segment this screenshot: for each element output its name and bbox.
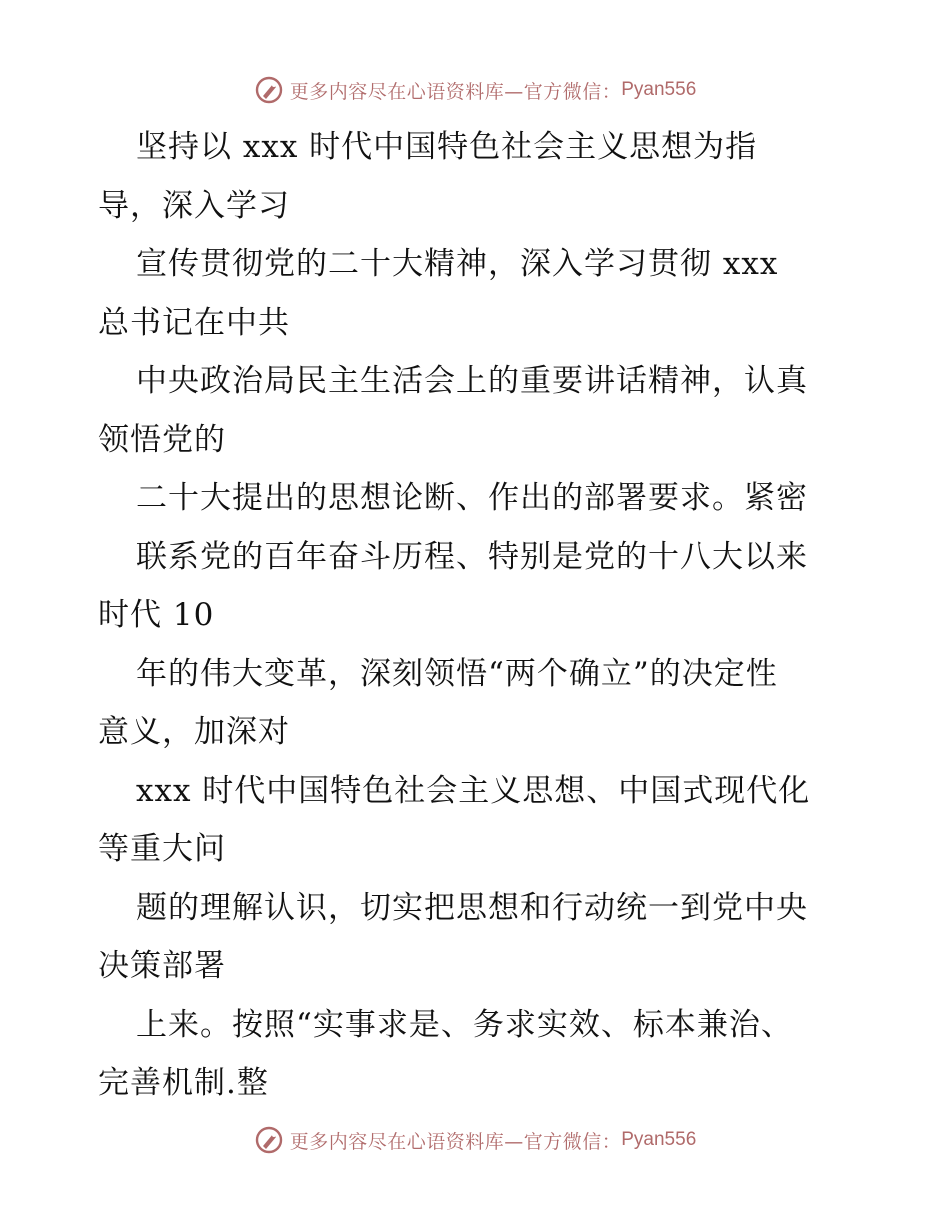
text-line: 决策部署 <box>98 948 226 984</box>
text-line: xxx 时代中国特色社会主义思想、中国式现代化 <box>136 772 811 809</box>
pen-nib-circle-icon <box>254 1125 284 1155</box>
pen-nib-circle-icon <box>254 75 284 105</box>
watermark-text: 更多内容尽在心语资料库—官方微信： <box>289 80 622 103</box>
document-body <box>98 118 858 1113</box>
watermark-wechat-id: Pyan556 <box>621 1129 697 1150</box>
text-line: 等重大问 <box>98 831 226 867</box>
text-line: 完善机制.整 <box>98 1065 269 1101</box>
watermark-text: 更多内容尽在心语资料库—官方微信： <box>289 1130 622 1153</box>
text-line: 中央政治局民主生活会上的重要讲话精神，认真 <box>136 363 808 399</box>
text-line: 坚持以 xxx 时代中国特色社会主义思想为指 <box>136 129 758 165</box>
text-line: 宣传贯彻党的二十大精神，深入学习贯彻 xxx <box>136 246 779 282</box>
text-line: 联系党的百年奋斗历程、特别是党的十八大以来 <box>136 538 808 575</box>
text-line: 题的理解认识，切实把思想和行动统一到党中央 <box>136 889 808 926</box>
text-line: 总书记在中共 <box>98 304 290 341</box>
text-line: 时代 10 <box>98 597 215 633</box>
text-line: 年的伟大变革，深刻领悟“两个确立”的决定性 <box>136 655 778 692</box>
text-line: 意义，加深对 <box>98 714 290 750</box>
watermark-wechat-id: Pyan556 <box>621 79 697 100</box>
header-watermark <box>0 70 950 110</box>
text-line: 上来。按照“实事求是、务求实效、标本兼治、 <box>136 1006 793 1043</box>
text-line: 导，深入学习 <box>98 187 290 224</box>
text-line: 领悟党的 <box>98 421 226 458</box>
footer-watermark <box>0 1120 950 1160</box>
text-line: 二十大提出的思想论断、作出的部署要求。紧密 <box>136 480 808 516</box>
